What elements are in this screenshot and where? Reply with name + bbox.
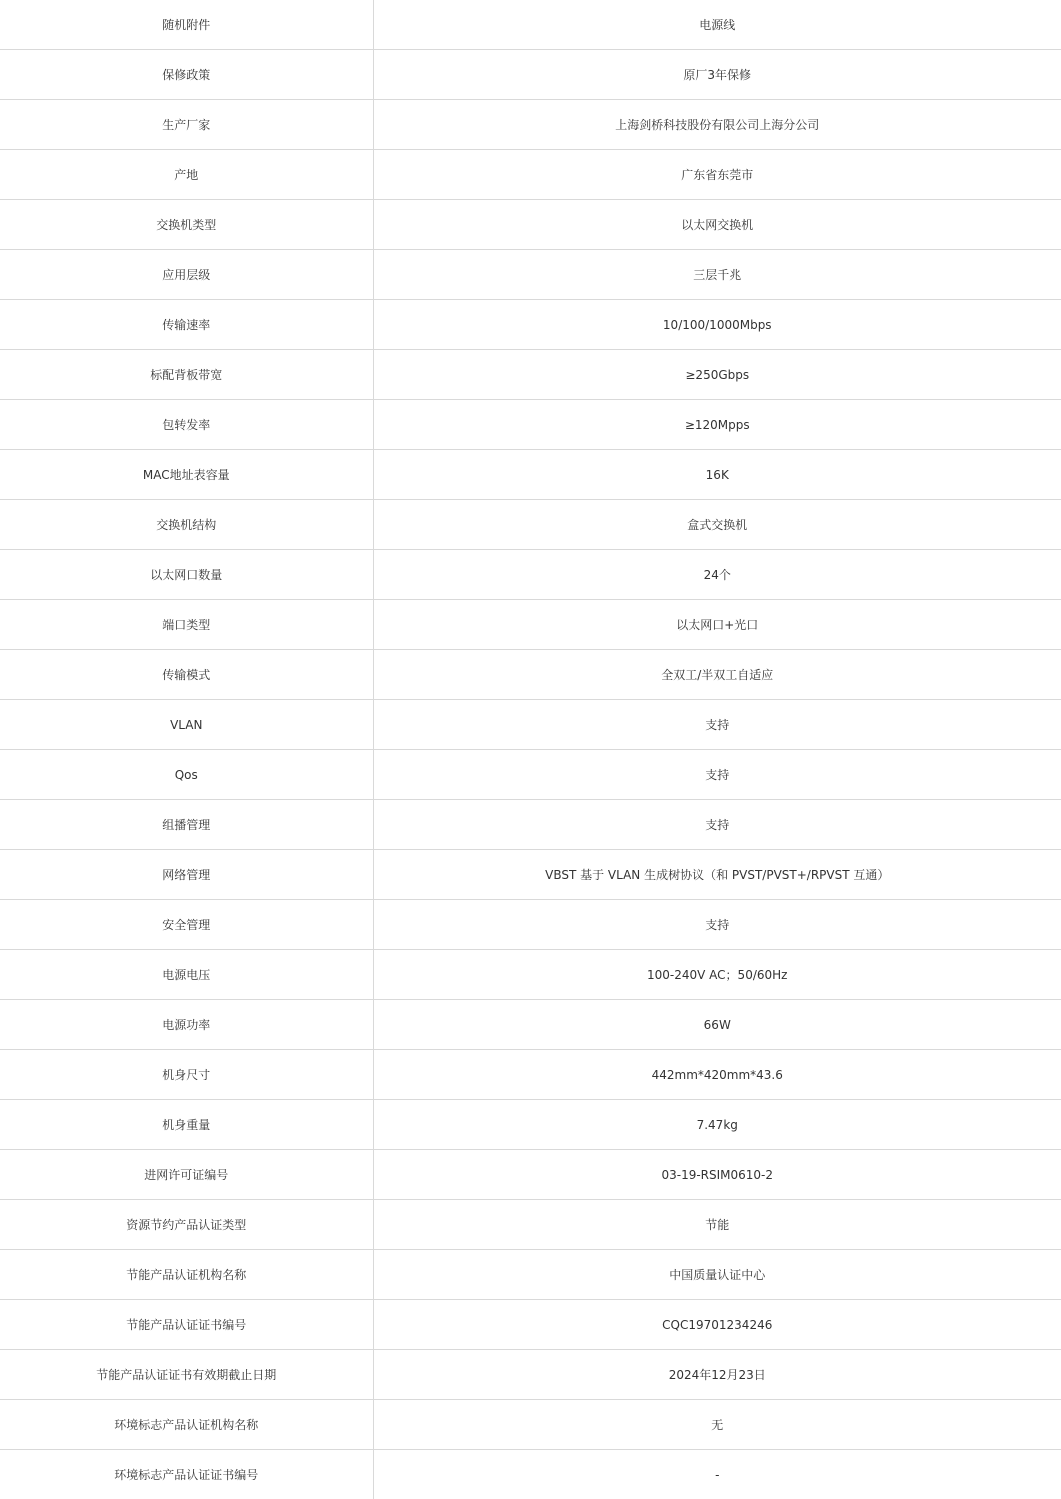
- spec-label: 包转发率: [0, 400, 373, 450]
- spec-label: 资源节约产品认证类型: [0, 1200, 373, 1250]
- spec-value: ≥120Mpps: [373, 400, 1061, 450]
- spec-row: [0, 550, 1061, 600]
- spec-value: 无: [373, 1400, 1061, 1450]
- spec-value: 中国质量认证中心: [373, 1250, 1061, 1300]
- spec-label: 电源电压: [0, 950, 373, 1000]
- spec-value: 以太网口+光口: [373, 600, 1061, 650]
- spec-row: [0, 650, 1061, 700]
- spec-row: [0, 750, 1061, 800]
- spec-label: 环境标志产品认证证书编号: [0, 1450, 373, 1499]
- spec-row: [0, 1400, 1061, 1450]
- spec-row: [0, 900, 1061, 950]
- spec-value: 上海剑桥科技股份有限公司上海分公司: [373, 100, 1061, 150]
- spec-label: 交换机类型: [0, 200, 373, 250]
- spec-label: VLAN: [0, 700, 373, 750]
- spec-value: 支持: [373, 700, 1061, 750]
- spec-label: 进网许可证编号: [0, 1150, 373, 1200]
- spec-row: [0, 1150, 1061, 1200]
- spec-row: [0, 200, 1061, 250]
- spec-value: 以太网交换机: [373, 200, 1061, 250]
- spec-label: 节能产品认证机构名称: [0, 1250, 373, 1300]
- spec-label: 端口类型: [0, 600, 373, 650]
- spec-value: 03-19-RSIM0610-2: [373, 1150, 1061, 1200]
- spec-value: 盒式交换机: [373, 500, 1061, 550]
- spec-label: 组播管理: [0, 800, 373, 850]
- spec-label: 生产厂家: [0, 100, 373, 150]
- spec-label: 保修政策: [0, 50, 373, 100]
- spec-label: 产地: [0, 150, 373, 200]
- spec-label: MAC地址表容量: [0, 450, 373, 500]
- spec-value: 原厂3年保修: [373, 50, 1061, 100]
- spec-label: 节能产品认证证书编号: [0, 1300, 373, 1350]
- spec-value: 节能: [373, 1200, 1061, 1250]
- spec-label: 电源功率: [0, 1000, 373, 1050]
- spec-value: 7.47kg: [373, 1100, 1061, 1150]
- spec-row: [0, 700, 1061, 750]
- spec-row: [0, 600, 1061, 650]
- spec-value: 2024年12月23日: [373, 1350, 1061, 1400]
- spec-label: 安全管理: [0, 900, 373, 950]
- spec-row: [0, 800, 1061, 850]
- spec-value: 100-240V AC；50/60Hz: [373, 950, 1061, 1000]
- spec-label: 节能产品认证证书有效期截止日期: [0, 1350, 373, 1400]
- spec-label: 网络管理: [0, 850, 373, 900]
- spec-value: VBST 基于 VLAN 生成树协议（和 PVST/PVST+/RPVST 互通）: [373, 850, 1061, 900]
- spec-row: [0, 500, 1061, 550]
- spec-value: 10/100/1000Mbps: [373, 300, 1061, 350]
- spec-label: 标配背板带宽: [0, 350, 373, 400]
- spec-row: [0, 1350, 1061, 1400]
- spec-value: 电源线: [373, 0, 1061, 50]
- spec-row: [0, 50, 1061, 100]
- spec-row: [0, 450, 1061, 500]
- spec-label: 应用层级: [0, 250, 373, 300]
- spec-label: 传输速率: [0, 300, 373, 350]
- spec-row: [0, 1100, 1061, 1150]
- spec-row: [0, 150, 1061, 200]
- spec-row: [0, 1050, 1061, 1100]
- spec-row: [0, 400, 1061, 450]
- spec-row: [0, 1300, 1061, 1350]
- spec-label: 以太网口数量: [0, 550, 373, 600]
- spec-label: 机身重量: [0, 1100, 373, 1150]
- spec-value: 442mm*420mm*43.6: [373, 1050, 1061, 1100]
- spec-row: [0, 950, 1061, 1000]
- spec-label: Qos: [0, 750, 373, 800]
- spec-value: 全双工/半双工自适应: [373, 650, 1061, 700]
- spec-value: 支持: [373, 900, 1061, 950]
- spec-value: 16K: [373, 450, 1061, 500]
- spec-value: 支持: [373, 750, 1061, 800]
- spec-label: 交换机结构: [0, 500, 373, 550]
- spec-value: 24个: [373, 550, 1061, 600]
- spec-label: 环境标志产品认证机构名称: [0, 1400, 373, 1450]
- spec-value: 广东省东莞市: [373, 150, 1061, 200]
- spec-row: [0, 1250, 1061, 1300]
- spec-row: [0, 1000, 1061, 1050]
- spec-row: [0, 0, 1061, 50]
- spec-value: 三层千兆: [373, 250, 1061, 300]
- spec-value: 66W: [373, 1000, 1061, 1050]
- spec-row: [0, 350, 1061, 400]
- spec-value: ≥250Gbps: [373, 350, 1061, 400]
- spec-label: 随机附件: [0, 0, 373, 50]
- spec-value: CQC19701234246: [373, 1300, 1061, 1350]
- spec-row: [0, 300, 1061, 350]
- spec-row: [0, 1450, 1061, 1499]
- spec-row: [0, 1200, 1061, 1250]
- spec-label: 机身尺寸: [0, 1050, 373, 1100]
- spec-row: [0, 100, 1061, 150]
- spec-row: [0, 250, 1061, 300]
- spec-value: -: [373, 1450, 1061, 1499]
- spec-value: 支持: [373, 800, 1061, 850]
- spec-row: [0, 850, 1061, 900]
- spec-label: 传输模式: [0, 650, 373, 700]
